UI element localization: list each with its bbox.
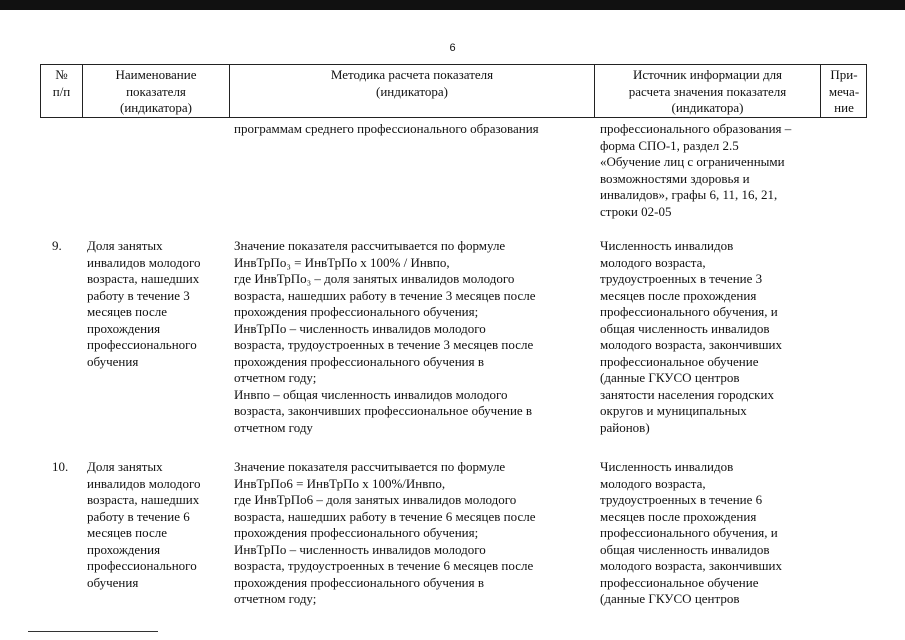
footnote-divider [28, 631, 158, 632]
row-name: Доля занятых инвалидов молодого возраста, нашедших работу в течение 3 месяцев после прохождения профессионального обучения [87, 238, 201, 369]
header-method: Методика расчета показателя (индикатора) [330, 67, 494, 99]
row-number: 9. [52, 238, 62, 253]
header-note: При- меча- ние [828, 67, 860, 115]
scan-top-edge [0, 0, 905, 10]
header-num: № п/п [52, 67, 71, 99]
row-method: Значение показателя рассчитывается по формуле ИнвТрПо6 = ИнвТрПо х 100%/Инвпо, где ИнвТрПо6 – доля занятых инвалидов молодого возраста, нашедших работу в течение 6 месяцев после прохождения профессионального обучения; ИнвТрПо – численность инвалидов молодого возраста, трудоустроенных в течение 6 месяцев после прохождения профессионального обучения в отчетном году; [234, 459, 536, 606]
continuation-method: программам среднего профессионального образования [234, 121, 539, 136]
header-name: Наименование показателя (индикатора) [115, 67, 197, 115]
row-source: Численность инвалидов молодого возраста, трудоустроенных в течение 3 месяцев после прохождения профессионального обучения, и общая численность инвалидов молодого возраста, закончивших профессиональное обучение (данные ГКУСО центров занятости населения городских округов и муниципальных районов) [600, 238, 782, 435]
header-source: Источник информации для расчета значения показателя (индикатора) [628, 67, 787, 115]
continuation-source: профессионального образования – форма СПО-1, раздел 2.5 «Обучение лиц с ограниченными возможностями здоровья и инвалидов», графы 6, 11, 16, 21, строки 02-05 [600, 121, 792, 219]
row-name: Доля занятых инвалидов молодого возраста, нашедших работу в течение 6 месяцев после прохождения профессионального обучения [87, 459, 201, 590]
row-number: 10. [52, 459, 69, 474]
page-number: 6 [449, 42, 456, 54]
row-source: Численность инвалидов молодого возраста, трудоустроенных в течение 6 месяцев после прохождения профессионального обучения, и общая численность инвалидов молодого возраста, закончивших профессиональное обучение (данные ГКУСО центров [600, 459, 782, 606]
row-method: Значение показателя рассчитывается по формуле ИнвТрПо₃ = ИнвТрПо х 100% / Инвпо, где ИнвТрПо₃ – доля занятых инвалидов молодого возраста, нашедших работу в течение 3 месяцев после прохождения профессионального обучения; ИнвТрПо – численность инвалидов молодого возраста, трудоустроенных в течение 3 месяцев после прохождения профессионального обучения в отчетном году; Инвпо – общая численность инвалидов молодого возраста, закончивших профессиональное обучение в отчетном году [234, 238, 536, 435]
